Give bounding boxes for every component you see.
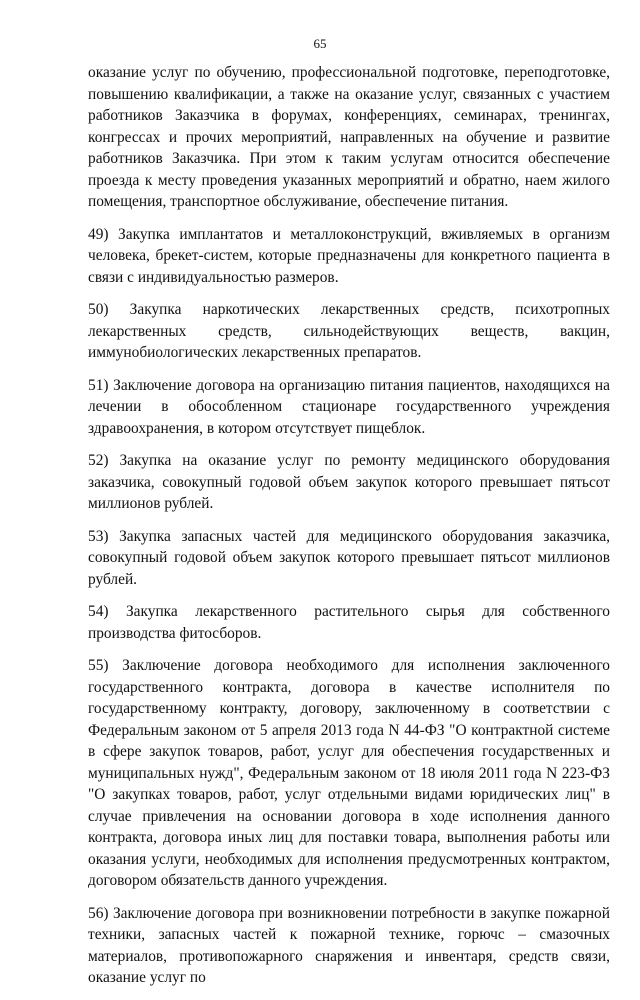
page-number: 65	[313, 36, 327, 51]
paragraph-item-54: 54) Закупка лекарственного растительного сырья для собственного производства фитосборов.	[88, 603, 610, 642]
paragraph-item-53: 53) Закупка запасных частей для медицинского оборудования заказчика, совокупный годовой объем закупок которого превышает пятьсот миллионов рублей.	[88, 527, 610, 588]
paragraph-item-56: 56) Заключение договора при возникновении потребности в закупке пожарной техники, запасных частей к пожарной технике, горючс – смазочных материалов, противопожарного снаряжения и инвентаря, средств связи, оказание услуг по	[88, 904, 610, 986]
paragraph-item-52: 52) Закупка на оказание услуг по ремонту медицинского оборудования заказчика, совокупный годовой объем закупок которого превышает пятьсот миллионов рублей.	[88, 452, 610, 512]
paragraph-item-50: 50) Закупка наркотических лекарственных средств, психотропных лекарственных средств, сильнодействующих веществ, вакцин, иммунобиологических лекарственных препаратов.	[88, 301, 610, 361]
paragraph-item-55: 55) Заключение договора необходимого для исполнения заключенного государственного контракта, договора в качестве исполнителя по государственному контракту, договору, заключенному в соответствии с Федеральным законом от 5 апреля 2013 года N 44-ФЗ "О контрактной системе в сфере закупок товаров, работ, услуг для обеспечения государственных и муниципальных нужд", Федеральным законом от 18 июля 2011 года N 223-ФЗ "О закупках товаров, работ, услуг отдельными видами юридических лиц" в случае привлечения на основании договора в ходе исполнения данного контракта, договора иных лиц для поставки товара, выполнения работы или оказания услуги, необходимых для исполнения предусмотренных контрактом, договором обязательств данного учреждения.	[88, 657, 610, 889]
paragraph-item-51: 51) Заключение договора на организацию питания пациентов, находящихся на лечении в обособленном стационаре государственного учреждения здравоохранения, в котором отсутствует пищеблок.	[88, 376, 610, 437]
document-body	[88, 62, 610, 1000]
paragraph-continuation: оказание услуг по обучению, профессиональной подготовке, переподготовке, повышению квалификации, а также на оказание услуг, связанных с участием работников Заказчика в форумах, конференциях, семинарах, тренингах, конгрессах и прочих мероприятий, направленных на обучение и развитие работников Заказчика. При этом к таким услугам относится обеспечение проезда к месту проведения указанных мероприятий и обратно, наем жилого помещения, транспортное обслуживание, обеспечение питания.	[88, 64, 610, 210]
paragraph-item-49: 49) Закупка имплантатов и металлоконструкций, вживляемых в организм человека, брекет-систем, которые предназначены для конкретного пациента в связи с индивидуальностью размеров.	[88, 225, 610, 286]
